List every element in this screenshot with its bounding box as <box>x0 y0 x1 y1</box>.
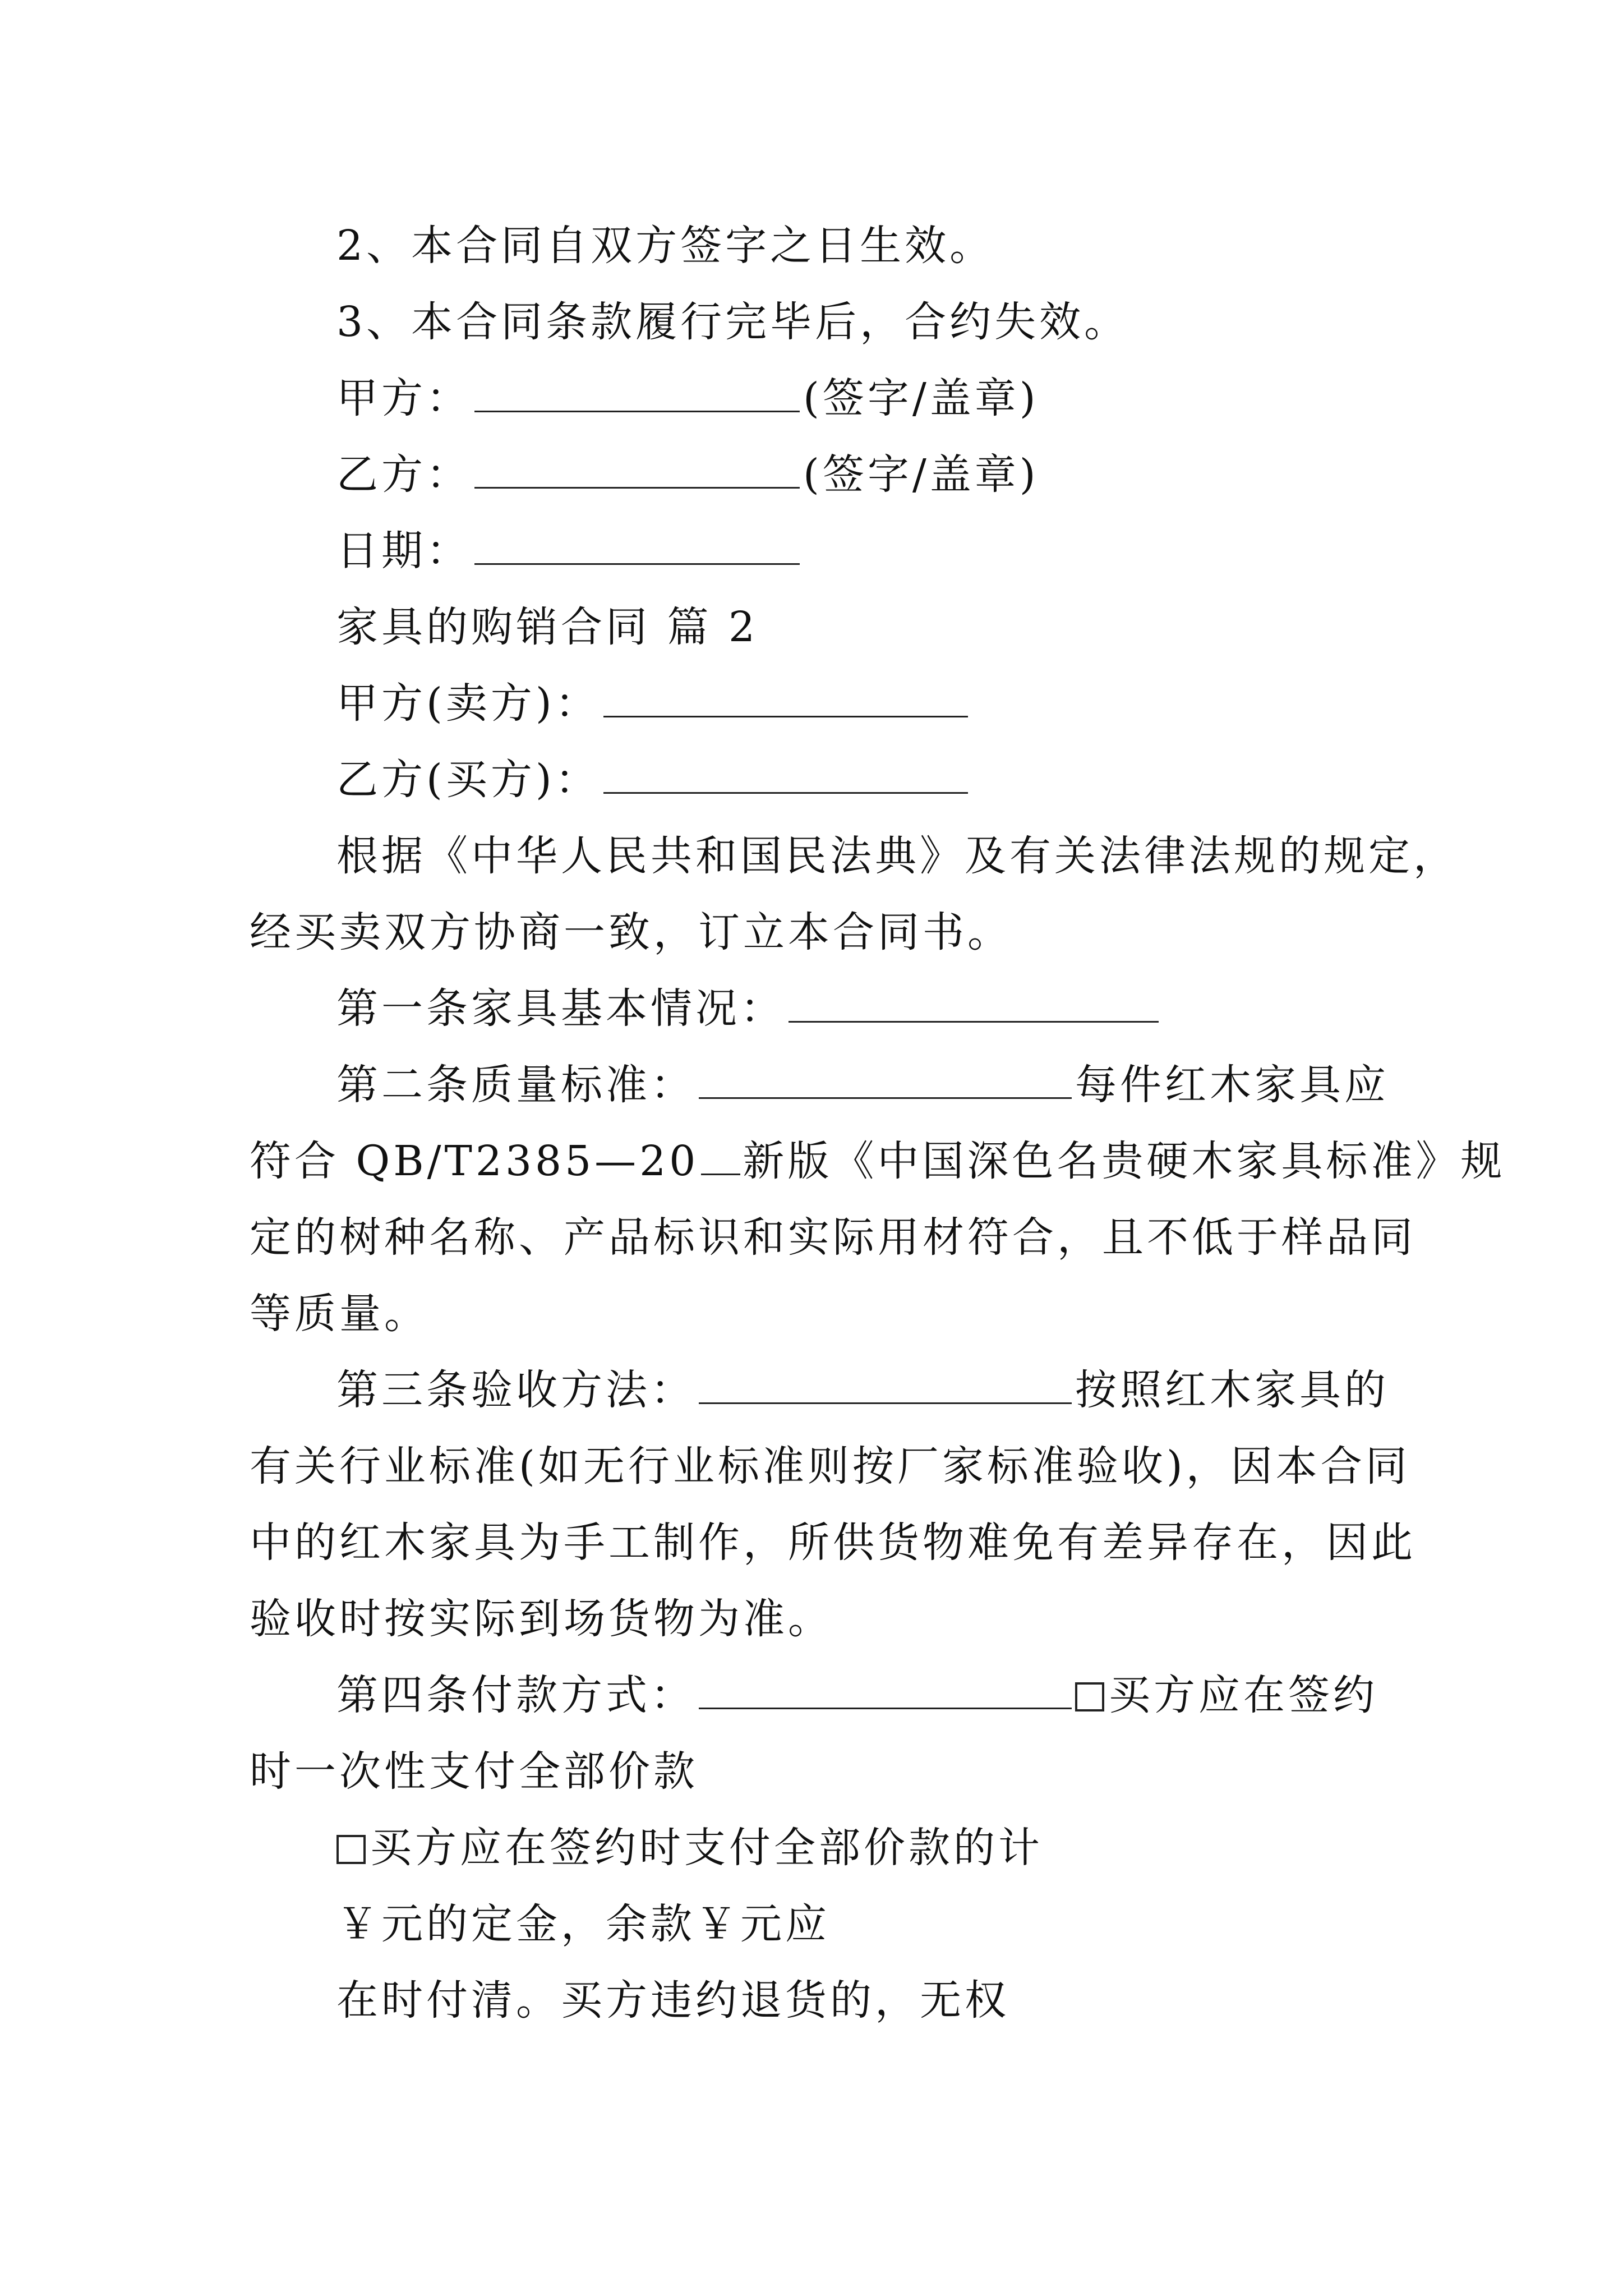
article-2-line-4: 等质量。 <box>250 1290 429 1338</box>
deposit-option-line: 买方应在签约时支付全部价款的计 <box>336 1820 1043 1876</box>
standard-year-field[interactable] <box>701 1133 740 1175</box>
article-1-line: 第一条家具基本情况： <box>336 981 1162 1037</box>
article-4-line-1: 第四条付款方式： 买方应在签约 <box>336 1667 1378 1723</box>
party-a-signature-field[interactable] <box>474 370 800 412</box>
seller-field[interactable] <box>603 675 968 717</box>
article-3-line-1: 第三条验收方法： 按照红木家具的 <box>336 1362 1389 1418</box>
preamble-line-2: 经买卖双方协商一致，订立本合同书。 <box>250 908 1012 956</box>
furniture-info-field[interactable] <box>789 981 1159 1023</box>
article-2-line-3: 定的树种名称、产品标识和实际用材符合，且不低于样品同 <box>250 1213 1416 1262</box>
article-3-line-4: 验收时按实际到场货物为准。 <box>250 1595 833 1643</box>
article-3-line-2: 有关行业标准(如无行业标准则按厂家标准验收)，因本合同 <box>250 1442 1410 1490</box>
date-line: 日期： <box>336 523 803 579</box>
clause-termination: 3、本合同条款履行完毕后，合约失效。 <box>336 298 1129 346</box>
party-b-signature-line: 乙方： (签字/盖章) <box>336 447 1039 503</box>
deposit-amount-line: ￥元的定金，余款￥元应 <box>336 1900 830 1948</box>
deposit-payment-checkbox[interactable] <box>336 1835 366 1864</box>
buyer-field[interactable] <box>603 752 968 794</box>
seller-line: 甲方(卖方)： <box>336 675 971 731</box>
article-2-line-1: 第二条质量标准： 每件红木家具应 <box>336 1057 1389 1113</box>
preamble-line-1: 根据《中华人民共和国民法典》及有关法律法规的规定， <box>336 832 1458 880</box>
section-heading: 家具的购销合同 篇 2 <box>336 603 759 651</box>
party-a-signature-line: 甲方： (签字/盖章) <box>336 370 1039 426</box>
clause-effective-date: 2、本合同自双方签字之日生效。 <box>336 222 995 270</box>
balance-payment-line: 在时付清。买方违约退货的，无权 <box>336 1976 1009 2024</box>
date-field[interactable] <box>474 523 800 565</box>
full-payment-checkbox[interactable] <box>1075 1682 1104 1711</box>
party-b-signature-field[interactable] <box>474 447 800 489</box>
article-2-line-2: 符合 QB/T2385—20 新版《中国深色名贵硬木家具标准》规 <box>250 1133 1505 1189</box>
acceptance-method-field[interactable] <box>699 1362 1072 1404</box>
buyer-line: 乙方(买方)： <box>336 752 971 808</box>
article-4-line-2: 时一次性支付全部价款 <box>250 1747 698 1796</box>
quality-standard-field[interactable] <box>699 1057 1072 1099</box>
payment-method-field[interactable] <box>699 1667 1072 1709</box>
article-3-line-3: 中的红木家具为手工制作，所供货物难免有差异存在，因此 <box>250 1519 1416 1567</box>
